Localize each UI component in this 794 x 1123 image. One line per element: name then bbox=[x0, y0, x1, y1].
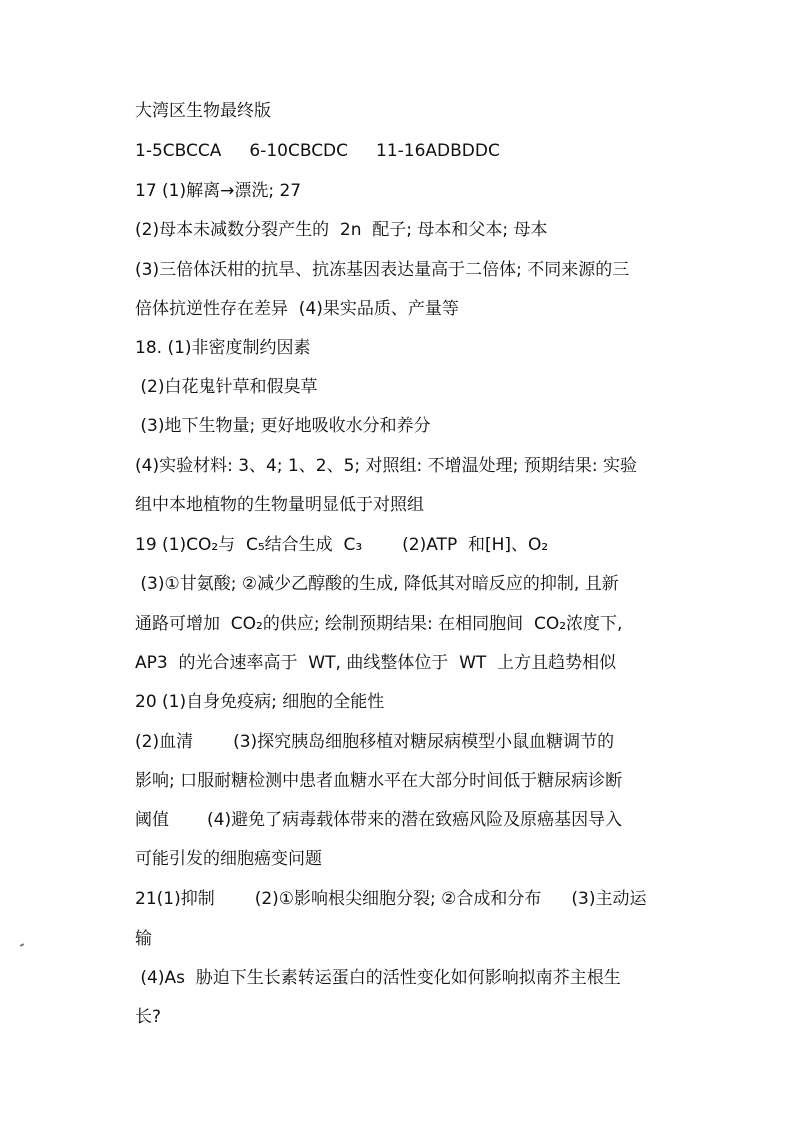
q21-line-1a-text: 21(1)抑制 bbox=[135, 889, 215, 909]
stray-mark bbox=[20, 943, 24, 947]
q17-line-2 bbox=[135, 220, 675, 240]
mc-answers-11-16: 11-16ADBDDC bbox=[376, 141, 500, 161]
q20-line-4 bbox=[135, 810, 675, 830]
q21-line-3-text: (4)As 胁迫下生长素转运蛋白的活性变化如何影响拟南芥主根生 bbox=[135, 968, 621, 988]
q19-line-1b-text: (2)ATP 和[H]、O₂ bbox=[402, 535, 549, 555]
q20-line-3 bbox=[135, 771, 675, 791]
q18-line-3-text: (3)地下生物量; 更好地吸收水分和养分 bbox=[135, 416, 431, 436]
q17-line-4-text: 倍体抗逆性存在差异 (4)果实品质、产量等 bbox=[135, 299, 459, 319]
q19-line-3-text: 通路可增加 CO₂的供应; 绘制预期结果: 在相同胞间 CO₂浓度下, bbox=[135, 614, 623, 634]
q17-line-3-text: (3)三倍体沃柑的抗旱、抗冻基因表达量高于二倍体; 不同来源的三 bbox=[135, 260, 630, 280]
q20-line-2 bbox=[135, 732, 675, 752]
mc-answers-1-5: 1-5CBCCA bbox=[135, 141, 222, 161]
q21-line-4-text: 长? bbox=[135, 1007, 162, 1027]
q17-line-4 bbox=[135, 299, 675, 319]
q20-line-5 bbox=[135, 849, 675, 869]
q17-line-2-text: (2)母本未减数分裂产生的 2n 配子; 母本和父本; 母本 bbox=[135, 220, 548, 240]
document-title bbox=[135, 101, 675, 121]
q21-line-4 bbox=[135, 1007, 675, 1027]
q21-line-1 bbox=[135, 889, 675, 909]
q19-line-3 bbox=[135, 614, 675, 634]
q17-line-1 bbox=[135, 181, 675, 201]
q17-line-1-text: 17 (1)解离→漂洗; 27 bbox=[135, 181, 302, 201]
q19-line-1 bbox=[135, 535, 675, 555]
q18-line-2 bbox=[135, 377, 675, 397]
q18-line-5 bbox=[135, 495, 675, 515]
q21-line-2-text: 输 bbox=[135, 929, 152, 949]
q18-line-5-text: 组中本地植物的生物量明显低于对照组 bbox=[135, 495, 424, 515]
q21-line-3 bbox=[135, 968, 675, 988]
q19-line-2 bbox=[135, 574, 675, 594]
q20-line-2a-text: (2)血清 bbox=[135, 732, 194, 752]
q20-line-4b-text: (4)避免了病毒载体带来的潜在致癌风险及原癌基因导入 bbox=[207, 810, 623, 830]
q21-line-1c-text: (3)主动运 bbox=[571, 889, 647, 909]
q19-line-4 bbox=[135, 653, 675, 673]
q20-line-4a-text: 阈值 bbox=[135, 810, 169, 830]
q18-line-2-text: (2)白花鬼针草和假臭草 bbox=[135, 377, 318, 397]
title-text: 大湾区生物最终版 bbox=[135, 101, 271, 121]
q20-line-1 bbox=[135, 692, 675, 712]
multiple-choice-answers bbox=[135, 141, 675, 161]
q20-line-5-text: 可能引发的细胞癌变问题 bbox=[135, 849, 322, 869]
q18-line-4 bbox=[135, 456, 675, 476]
q18-line-1 bbox=[135, 338, 675, 358]
mc-answers-6-10: 6-10CBCDC bbox=[249, 141, 349, 161]
q20-line-3-text: 影响; 口服耐糖检测中患者血糖水平在大部分时间低于糖尿病诊断 bbox=[135, 771, 623, 791]
q19-line-1a-text: 19 (1)CO₂与 C₅结合生成 C₃ bbox=[135, 535, 363, 555]
q21-line-2 bbox=[135, 929, 675, 949]
q17-line-3 bbox=[135, 260, 675, 280]
q18-line-1-text: 18. (1)非密度制约因素 bbox=[135, 338, 311, 358]
q19-line-4-text: AP3 的光合速率高于 WT, 曲线整体位于 WT 上方且趋势相似 bbox=[135, 653, 617, 673]
q21-line-1b-text: (2)①影响根尖细胞分裂; ②合成和分布 bbox=[254, 889, 542, 909]
q18-line-4-text: (4)实验材料: 3、4; 1、2、5; 对照组: 不增温处理; 预期结果: 实验 bbox=[135, 456, 637, 476]
q20-line-2b-text: (3)探究胰岛细胞移植对糖尿病模型小鼠血糖调节的 bbox=[233, 732, 615, 752]
q19-line-2-text: (3)①甘氨酸; ②减少乙醇酸的生成, 降低其对暗反应的抑制, 且新 bbox=[135, 574, 619, 594]
q20-line-1-text: 20 (1)自身免疫病; 细胞的全能性 bbox=[135, 692, 385, 712]
q18-line-3 bbox=[135, 416, 675, 436]
